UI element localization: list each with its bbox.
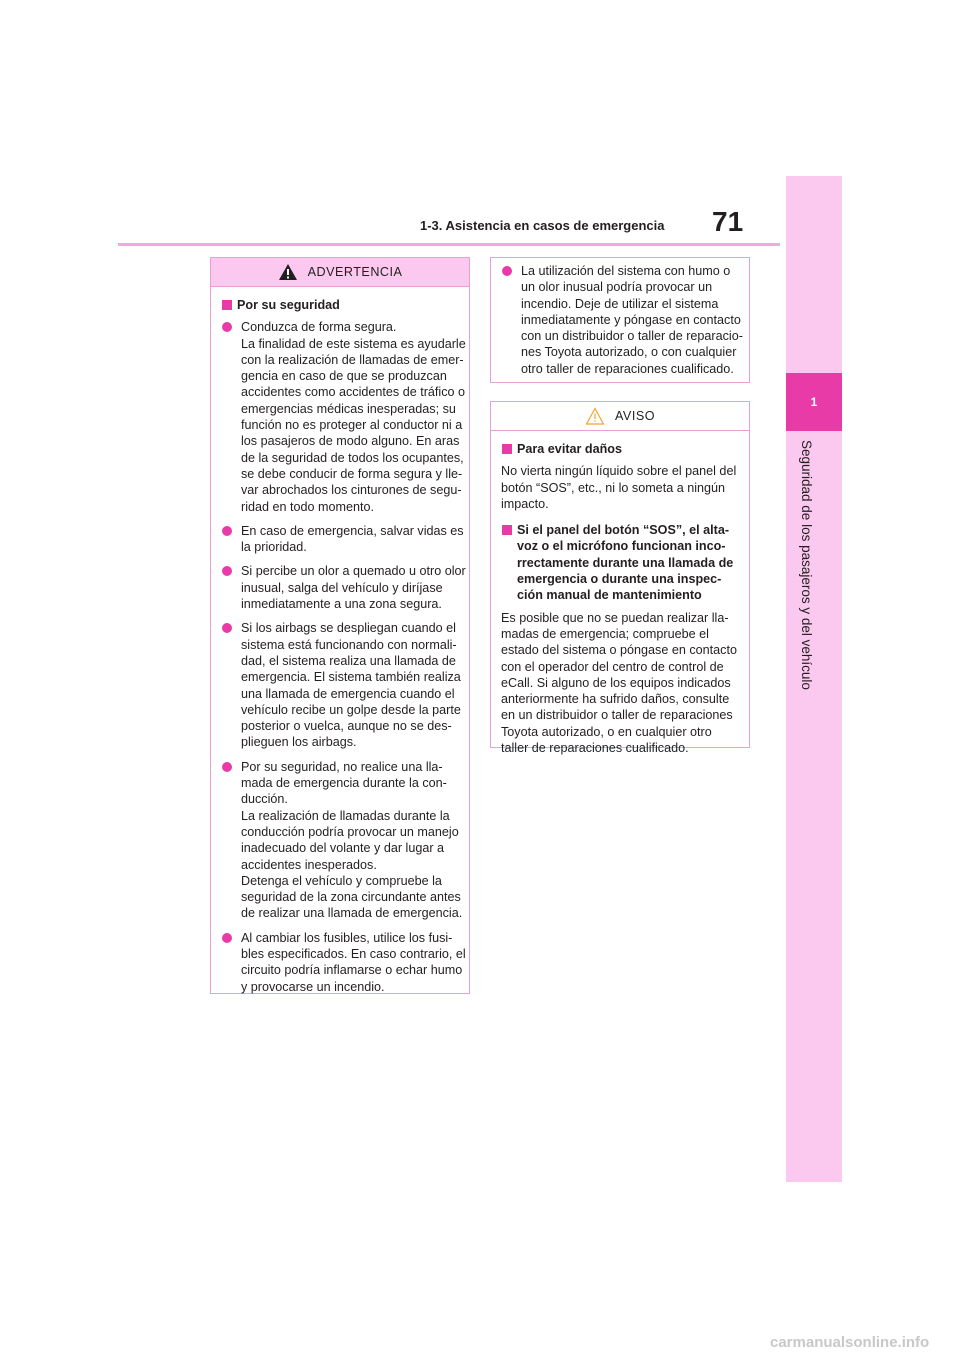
item-text-line: ducción. <box>241 792 288 807</box>
circle-bullet-icon <box>502 266 512 276</box>
item-text-line: Si los airbags se despliegan cuando el <box>241 621 456 636</box>
warning-continued-list <box>501 263 743 377</box>
item-text-line: emergencias médicas inesperadas; su <box>241 401 456 416</box>
item-text-line: La realización de llamadas durante la <box>241 808 450 823</box>
warning-continued-box <box>490 257 750 383</box>
item-text-line: gencia en caso de que se produzcan <box>241 369 447 384</box>
item-text-line: La utilización del sistema con humo o <box>521 264 731 278</box>
item-text-line: dad, el sistema realiza una llamada de <box>241 653 456 668</box>
notice-box <box>490 401 750 756</box>
warning-triangle-icon <box>278 263 298 281</box>
body-text-line: Toyota autorizado, o en cualquier otro <box>501 724 712 739</box>
item-text-line: La finalidad de este sistema es ayudarle <box>241 336 466 351</box>
circle-bullet-icon <box>222 933 232 943</box>
item-text-line: inusual, salga del vehículo y diríjase <box>241 580 443 595</box>
item-text-line: Si percibe un olor a quemado u otro olor <box>241 564 466 579</box>
item-text-line: Por su seguridad, no realice una lla- <box>241 759 443 774</box>
heading-text-line: rrectamente durante una llamada de <box>517 555 734 570</box>
list-item <box>221 620 459 750</box>
item-text-line: y provocarse un incendio. <box>241 979 385 994</box>
item-text-line: con un distribuidor o taller de reparacio- <box>521 329 743 344</box>
list-item <box>221 563 466 612</box>
caution-triangle-icon <box>585 407 605 425</box>
body-text-line: con el operador del centro de control de <box>501 659 724 674</box>
item-text-line: var abrochados los cinturones de segu- <box>241 483 462 498</box>
item-text-line: incendio. Deje de utilizar el sistema <box>521 296 719 311</box>
warning-heading <box>221 297 459 313</box>
circle-bullet-icon <box>222 566 232 576</box>
notice-section-body <box>501 463 739 512</box>
item-text-line: nes Toyota autorizado, o con cualquier <box>521 345 737 360</box>
section-title: 1-3. Asistencia en casos de emergencia <box>420 218 665 233</box>
item-text-line: Detenga el vehículo y compruebe la <box>241 873 442 888</box>
heading-text-line: emergencia o durante una inspec- <box>517 572 722 587</box>
notice-box-title: AVISO <box>614 408 656 423</box>
item-text-line: conducción podría provocar un manejo <box>241 824 459 839</box>
list-item <box>221 319 466 515</box>
circle-bullet-icon <box>222 762 232 772</box>
list-item <box>501 263 743 377</box>
square-bullet-icon <box>222 300 232 310</box>
item-text-line: plieguen los airbags. <box>241 735 357 750</box>
body-text-line: impacto. <box>501 496 549 511</box>
chapter-side-tab <box>786 176 842 1182</box>
notice-section-heading <box>501 441 739 457</box>
header-rule <box>118 243 780 246</box>
body-text-line: estado del sistema o póngase en contacto <box>501 643 737 658</box>
warning-heading-text: Por su seguridad <box>237 298 340 312</box>
item-text-line: inadecuado del volante y dar lugar a <box>241 841 445 856</box>
item-text-line: otro taller de reparaciones cualificado. <box>521 361 734 376</box>
item-text-line: Conduzca de forma segura. <box>241 320 397 335</box>
item-text-line: de la seguridad de todos los ocupantes, <box>241 450 464 465</box>
item-text-line: sistema está funcionando con normali- <box>241 637 457 652</box>
item-text-line: vehículo recibe un golpe desde la parte <box>241 702 461 717</box>
notice-section-heading <box>501 522 739 603</box>
watermark: carmanualsonline.info <box>770 1334 930 1351</box>
item-text-line: posterior o vuelca, aunque no se des- <box>241 719 452 734</box>
warning-box-header <box>211 258 469 287</box>
list-item <box>221 523 464 556</box>
body-text-line: anteriormente ha sufrido daños, consulte <box>501 692 730 707</box>
item-text-line: seguridad de la zona circundante antes <box>241 890 461 905</box>
item-text-line: bles especificados. En caso contrario, el <box>241 946 466 961</box>
body-text-line: No vierta ningún líquido sobre el panel del <box>501 464 737 479</box>
chapter-number-tab[interactable] <box>786 373 842 431</box>
item-text-line: En caso de emergencia, salvar vidas es <box>241 523 464 538</box>
item-text-line: de realizar una llamada de emergencia. <box>241 906 463 921</box>
notice-section-list <box>491 431 749 772</box>
item-text-line: accidentes inesperados. <box>241 857 377 872</box>
item-text-line: inmediatamente a una zona segura. <box>241 597 442 612</box>
body-text-line: botón “SOS”, etc., ni lo someta a ningún <box>501 480 726 495</box>
list-item <box>221 759 463 922</box>
chapter-number: 1 <box>810 395 818 409</box>
heading-text-line: voz o el micrófono funcionan inco- <box>517 539 726 554</box>
circle-bullet-icon <box>222 322 232 332</box>
warning-item-list <box>221 319 466 995</box>
item-text-line: emergencia. El sistema también realiza <box>241 670 461 685</box>
chapter-title: Seguridad de los pasajeros y del vehículo <box>799 440 814 690</box>
body-text-line: Es posible que no se puedan realizar lla- <box>501 610 729 625</box>
item-text-line: Al cambiar los fusibles, utilice los fusi- <box>241 930 453 945</box>
item-text-line: mada de emergencia durante la con- <box>241 776 447 791</box>
square-bullet-icon <box>502 525 512 535</box>
body-text-line: taller de reparaciones cualificado. <box>501 741 689 756</box>
warning-box <box>210 257 470 994</box>
item-text-line: la prioridad. <box>241 540 307 555</box>
item-text-line: una llamada de emergencia cuando el <box>241 686 455 701</box>
circle-bullet-icon <box>222 526 232 536</box>
item-text-line: inmediatamente y póngase en contacto <box>521 312 741 327</box>
circle-bullet-icon <box>222 623 232 633</box>
body-text-line: eCall. Si alguno de los equipos indicados <box>501 675 731 690</box>
item-text-line: con la realización de llamadas de emer- <box>241 352 464 367</box>
list-item <box>221 930 466 995</box>
body-text-line: madas de emergencia; compruebe el <box>501 626 709 641</box>
notice-section-body <box>501 610 739 757</box>
square-bullet-icon <box>502 444 512 454</box>
page-number: 71 <box>712 206 744 237</box>
heading-text-line: Si el panel del botón “SOS”, el alta- <box>517 523 730 538</box>
item-text-line: accidentes como accidentes de tráfico o <box>241 385 466 400</box>
heading-text-line: Para evitar daños <box>517 442 622 456</box>
item-text-line: un olor inusual podría provocar un <box>521 280 713 295</box>
heading-text-line: ción manual de mantenimiento <box>517 588 702 603</box>
warning-box-title: ADVERTENCIA <box>307 264 403 279</box>
body-text-line: en un distribuidor o taller de reparaciones <box>501 708 733 723</box>
item-text-line: se debe conducir de forma segura y lle- <box>241 466 463 481</box>
item-text-line: función no es proteger al conductor ni a <box>241 418 463 433</box>
item-text-line: los pasajeros de modo alguno. En aras <box>241 434 460 449</box>
notice-box-header <box>491 402 749 431</box>
item-text-line: circuito podría inflamarse o echar humo <box>241 963 463 978</box>
item-text-line: ridad en todo momento. <box>241 499 375 514</box>
